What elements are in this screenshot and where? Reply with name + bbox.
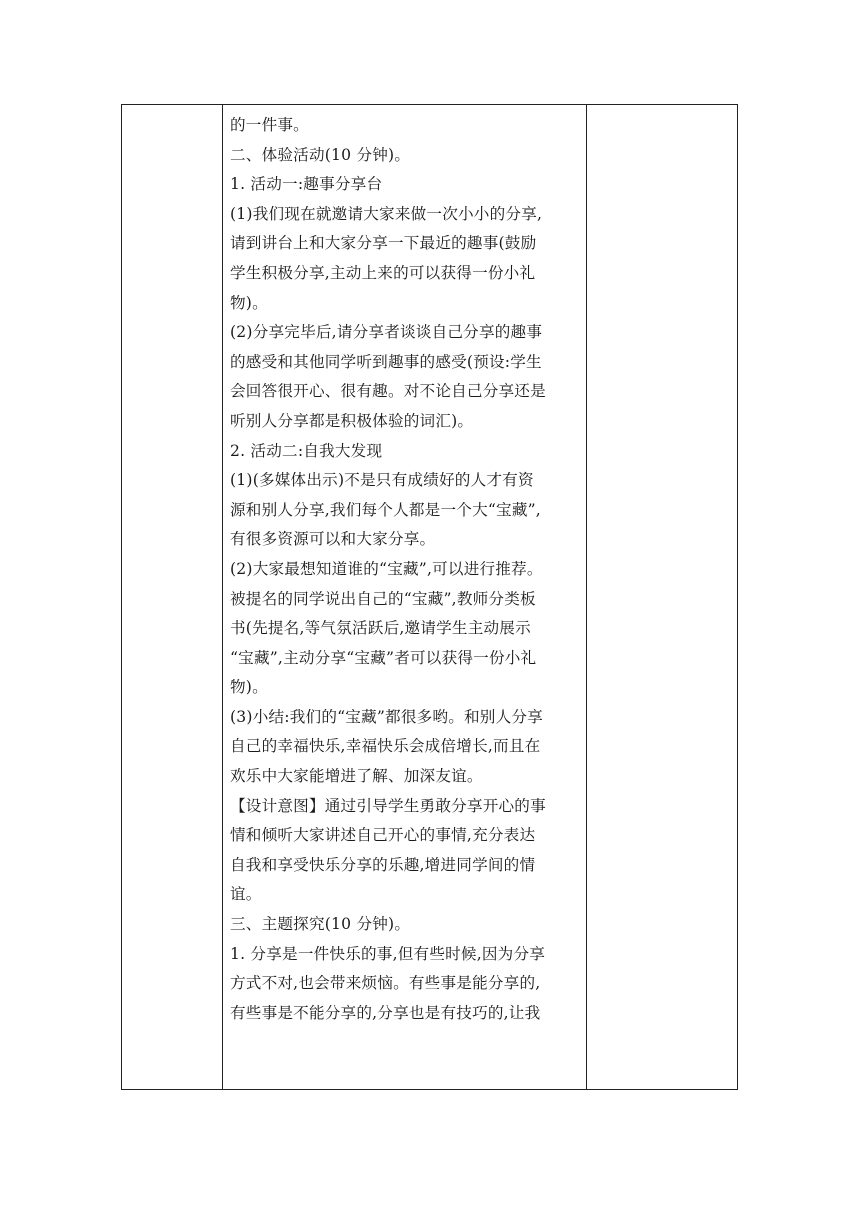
text-line: 1. 分享是一件快乐的事,但有些时候,因为分享 [230, 944, 546, 963]
text-line: 被提名的同学说出自己的“宝藏”,教师分类板 [230, 589, 536, 608]
right-column-cell [587, 105, 737, 1089]
text-line: (3)小结:我们的“宝藏”都很多哟。和别人分享 [230, 707, 543, 726]
text-line: 情和倾听大家讲述自己开心的事情,充分表达 [230, 826, 536, 845]
text-line: (2)分享完毕后,请分享者谈谈自己分享的趣事 [230, 323, 543, 342]
text-line: “宝藏”,主动分享“宝藏”者可以获得一份小礼 [230, 648, 537, 667]
teaching-process-cell [223, 105, 587, 1089]
text-line: 的一件事。 [230, 116, 309, 134]
text-line: 自己的幸福快乐,幸福快乐会成倍增长,而且在 [230, 737, 541, 756]
text-line: 请到讲台上和大家分享一下最近的趣事(鼓励 [230, 234, 537, 253]
lesson-plan-table [121, 104, 738, 1090]
text-line: 书(先提名,等气氛活跃后,邀请学生主动展示 [230, 619, 531, 638]
text-line: 2. 活动二:自我大发现 [230, 441, 383, 460]
text-line: 三、主题探究(10 分钟)。 [230, 915, 411, 934]
text-line: 有很多资源可以和大家分享。 [230, 530, 436, 549]
text-line: 学生积极分享,主动上来的可以获得一份小礼 [230, 263, 536, 282]
text-line: 欢乐中大家能增进了解、加深友谊。 [230, 767, 483, 786]
text-line: 源和别人分享,我们每个人都是一个大“宝藏”, [230, 500, 541, 519]
text-line: 物)。 [230, 293, 268, 312]
text-line: 会回答很开心、很有趣。对不论自己分享还是 [230, 382, 546, 401]
text-line: 【设计意图】通过引导学生勇敢分享开心的事 [230, 796, 546, 815]
text-line: 1. 活动一:趣事分享台 [230, 175, 383, 194]
text-line: 物)。 [230, 678, 268, 697]
text-line: 二、体验活动(10 分钟)。 [230, 145, 411, 164]
text-line: 谊。 [230, 885, 262, 904]
text-line: (1)(多媒体出示)不是只有成绩好的人才有资 [230, 471, 534, 490]
text-line: 听别人分享都是积极体验的词汇)。 [230, 411, 474, 430]
text-line: (1)我们现在就邀请大家来做一次小小的分享, [230, 204, 543, 223]
left-column-cell [122, 105, 223, 1089]
text-line: 的感受和其他同学听到趣事的感受(预设:学生 [230, 352, 542, 371]
text-line: 有些事是不能分享的,分享也是有技巧的,让我 [230, 1003, 541, 1022]
text-line: (2)大家最想知道谁的“宝藏”,可以进行推荐。 [230, 559, 543, 578]
text-line: 自我和享受快乐分享的乐趣,增进同学间的情 [230, 855, 536, 874]
text-line: 方式不对,也会带来烦恼。有些事是能分享的, [230, 974, 541, 993]
